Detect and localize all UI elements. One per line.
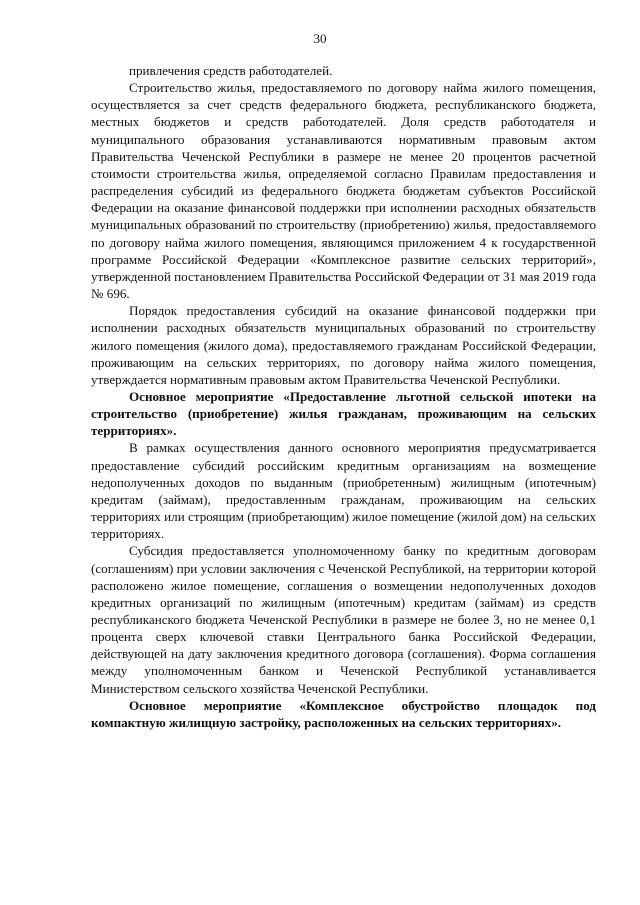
page-number: 30 [313,31,327,46]
paragraph: Порядок предоставления субсидий на оказание финансовой поддержки при исполнении расходных обязательств муниципальных образований по строительству жилого помещения (жилого дома), предоставляемого гражданам Российской Федерации, проживающим на сельских территориях, по договору найма жилого помещения, утверждается нормативным правовым актом Правительства Чеченской Республики. [91,303,596,387]
paragraph: Субсидия предоставляется уполномоченному банку по кредитным договорам (соглашениям) при условии заключения с Чеченской Республикой, на территории которой расположено жилое помещение, соглашения о возмещении недополученных доходов кредитных организаций по жилищным (ипотечным) кредитам (займам) из средств республиканского бюджета Чеченской Республики в размере не более 3, но не менее 0,1 процента сверх ключевой ставки Центрального банка Российской Федерации, действующей на дату заключения кредитного договора (соглашения). Форма соглашения между уполномоченным банком и Чеченской Республикой устанавливается Министерством сельского хозяйства Чеченской Республики. [91,543,596,696]
paragraph: В рамках осуществления данного основного мероприятия предусматривается предоставление субсидий российским кредитным организациям на возмещение недополученных доходов по выданным (приобретенным) жилищным (ипотечным) кредитам (займам), предоставленным гражданам, проживающим на сельских территориях или строящим (приобретающим) жилое помещение (жилой дом) на сельских территориях. [91,440,596,542]
section-heading: Основное мероприятие «Комплексное обустройство площадок под компактную жилищную застройку, расположенных на сельских территориях». [91,697,596,730]
paragraph: привлечения средств работодателей. [129,63,333,78]
document-body [91,62,596,731]
section-heading: Основное мероприятие «Предоставление льготной сельской ипотеки на строительство (приобретение) жилья гражданам, проживающим на сельских территориях». [91,388,596,439]
paragraph: Строительство жилья, предоставляемого по договору найма жилого помещения, осуществляется за счет средств федерального бюджета, республиканского бюджета, местных бюджетов и средств работодателей. Доля средств работодателя и муниципального образования устанавливаются нормативным правовым актом Правительства Чеченской Республики в размере не менее 20 процентов расчетной стоимости строительства жилья, определяемой согласно Правилам предоставления и распределения субсидий из федерального бюджета бюджетам субъектов Российской Федерации на оказание финансовой поддержки при исполнении расходных обязательств муниципальных образований по строительству (приобретению) жилья, предоставляемого по договору найма жилого помещения, являющимся приложением 4 к государственной программе Российской Федерации «Комплексное развитие сельских территорий», утвержденной постановлением Правительства Российской Федерации от 31 мая 2019 года № 696. [91,80,596,302]
